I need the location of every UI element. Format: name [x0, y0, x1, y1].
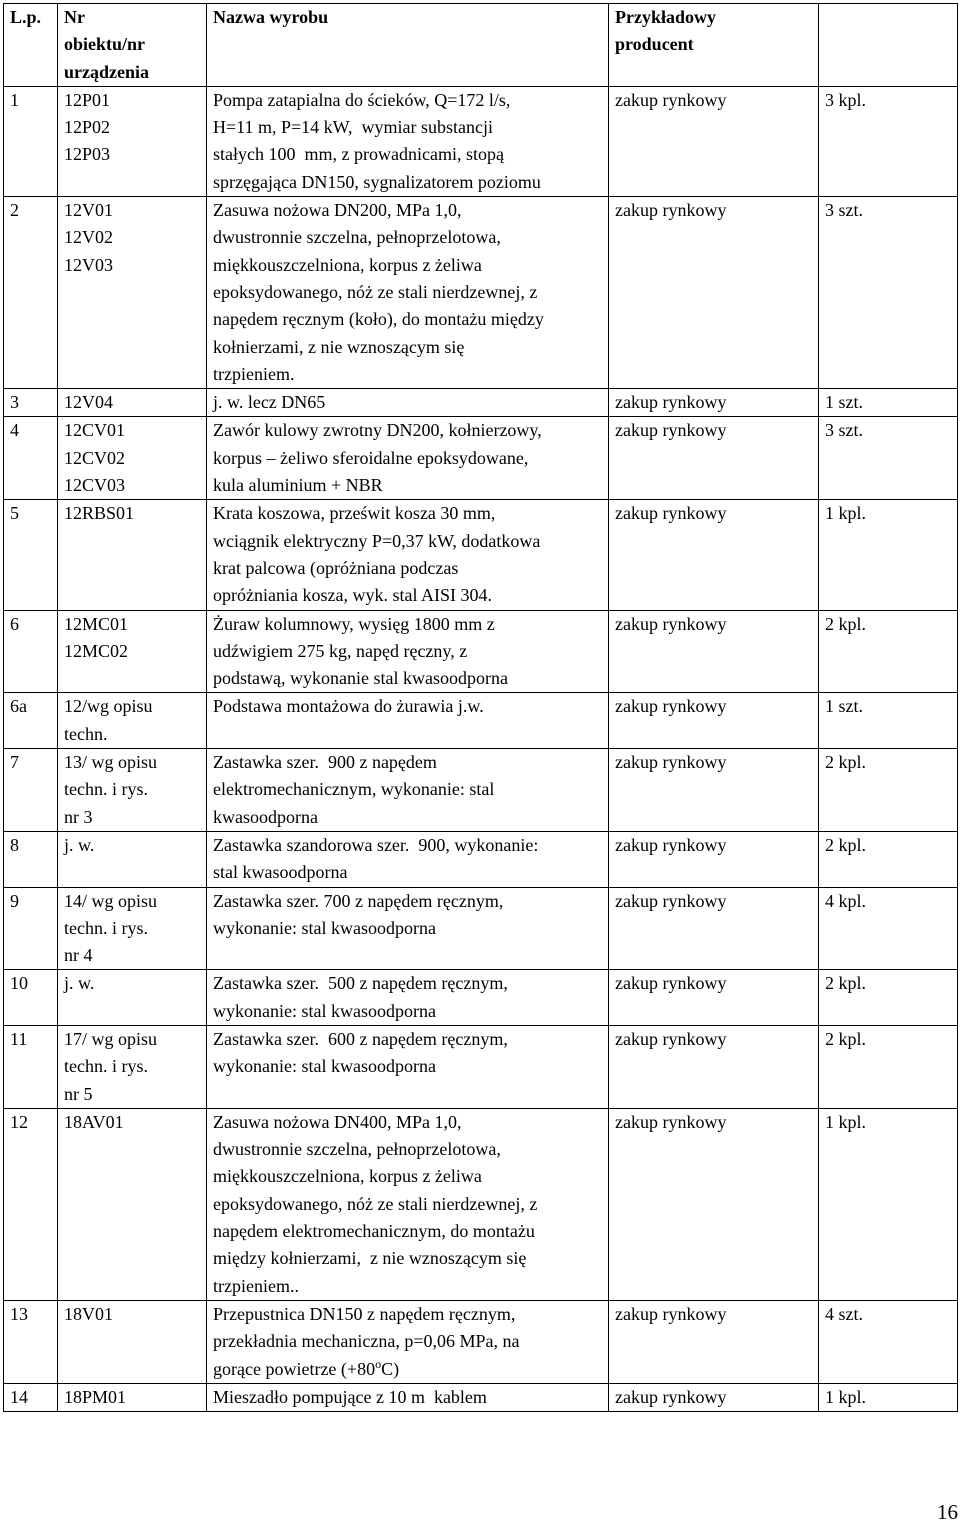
cell-line: Zastawka szandorowa szer. 900, wykonanie: [213, 834, 539, 855]
cell-line: kołnierzami, z nie wznoszącym się [213, 336, 465, 357]
cell-object-number [58, 1025, 207, 1108]
cell-line [213, 1356, 608, 1383]
cell-line: napędem elektromechanicznym, do montażu [213, 1221, 535, 1242]
cell-line: 13/ wg opisu [64, 752, 158, 773]
cell-line: przekładnia mechaniczna, p=0,06 MPa, na [213, 1331, 520, 1352]
cell-lp: 6 [4, 610, 58, 693]
cell-line: dwustronnie szczelna, pełnoprzelotowa, [213, 1139, 501, 1160]
cell-line: 12P03 [64, 144, 111, 165]
cell-quantity: 2 kpl. [819, 970, 958, 1026]
cell-producer: zakup rynkowy [609, 970, 819, 1026]
cell-line: epoksydowanego, nóż ze stali nierdzewnej, z [213, 281, 538, 302]
table-row [4, 417, 958, 500]
cell-lp: 4 [4, 417, 58, 500]
cell-line: 12V03 [64, 254, 113, 275]
cell-lp: 2 [4, 197, 58, 389]
cell-lp: 8 [4, 831, 58, 887]
cell-line: techn. i rys. [64, 779, 148, 800]
table-row [4, 86, 958, 196]
cell-line: 12P01 [64, 89, 111, 110]
cell-line: 12V01 [64, 200, 113, 221]
cell-line: nr 5 [64, 1083, 93, 1104]
cell-line: wykonanie: stal kwasoodporna [213, 1056, 436, 1077]
cell-producer: zakup rynkowy [609, 831, 819, 887]
header-lp: L.p. [4, 4, 58, 87]
cell-product-name [207, 693, 609, 749]
cell-lp: 14 [4, 1383, 58, 1411]
cell-line: nr 4 [64, 945, 93, 966]
cell-line: 17/ wg opisu [64, 1028, 158, 1049]
cell-line: kula aluminium + NBR [213, 475, 383, 496]
table-row [4, 500, 958, 610]
cell-line: dwustronnie szczelna, pełnoprzelotowa, [213, 227, 501, 248]
cell-line: podstawą, wykonanie stal kwasoodporna [213, 668, 508, 689]
cell-producer: zakup rynkowy [609, 1025, 819, 1108]
cell-line: miękkouszczelniona, korpus z żeliwa [213, 1166, 482, 1187]
cell-line: j. w. [64, 834, 95, 855]
cell-line: 12V02 [64, 227, 113, 248]
table-row [4, 1383, 958, 1411]
cell-quantity: 3 szt. [819, 417, 958, 500]
cell-quantity: 2 kpl. [819, 1025, 958, 1108]
header-line: Przykładowy [615, 7, 716, 27]
cell-object-number [58, 389, 207, 417]
cell-lp: 10 [4, 970, 58, 1026]
cell-line: Przepustnica DN150 z napędem ręcznym, [213, 1303, 516, 1324]
table-row [4, 1300, 958, 1383]
cell-quantity: 1 kpl. [819, 1108, 958, 1300]
cell-product-name [207, 887, 609, 970]
cell-quantity: 2 kpl. [819, 831, 958, 887]
cell-object-number [58, 86, 207, 196]
cell-quantity: 2 kpl. [819, 610, 958, 693]
cell-line: wciągnik elektryczny P=0,37 kW, dodatkowa [213, 530, 541, 551]
cell-line: elektromechanicznym, wykonanie: stal [213, 779, 495, 800]
cell-lp: 6a [4, 693, 58, 749]
cell-lp: 12 [4, 1108, 58, 1300]
cell-product-name [207, 749, 609, 832]
cell-line: 12P02 [64, 117, 111, 138]
cell-producer: zakup rynkowy [609, 86, 819, 196]
cell-line: techn. i rys. [64, 917, 148, 938]
table-row [4, 970, 958, 1026]
table-header-row [4, 4, 958, 87]
table-row [4, 749, 958, 832]
cell-producer: zakup rynkowy [609, 887, 819, 970]
cell-product-name [207, 197, 609, 389]
text-after-superscript: C) [381, 1358, 400, 1379]
cell-line: 12V04 [64, 392, 113, 413]
cell-object-number [58, 1300, 207, 1383]
cell-line: 12CV03 [64, 475, 126, 496]
header-line: obiektu/nr [64, 34, 146, 55]
cell-line: 12/wg opisu [64, 696, 153, 717]
cell-object-number [58, 887, 207, 970]
table-row [4, 831, 958, 887]
cell-producer: zakup rynkowy [609, 1383, 819, 1411]
table-row [4, 197, 958, 389]
cell-lp: 13 [4, 1300, 58, 1383]
cell-line: trzpieniem. [213, 363, 295, 384]
cell-producer: zakup rynkowy [609, 1300, 819, 1383]
cell-line: napędem ręcznym (koło), do montażu między [213, 309, 544, 330]
cell-producer: zakup rynkowy [609, 1108, 819, 1300]
cell-object-number [58, 693, 207, 749]
cell-quantity: 1 kpl. [819, 1383, 958, 1411]
cell-line: techn. [64, 723, 108, 744]
cell-product-name [207, 1383, 609, 1411]
cell-lp: 1 [4, 86, 58, 196]
header-producer [609, 4, 819, 87]
cell-line: 18AV01 [64, 1111, 124, 1132]
cell-line: j. w. lecz DN65 [213, 392, 326, 413]
table-row [4, 1108, 958, 1300]
cell-line: H=11 m, P=14 kW, wymiar substancji [213, 117, 493, 138]
text-before-superscript: gorące powietrze (+80 [213, 1358, 376, 1379]
cell-line: miękkouszczelniona, korpus z żeliwa [213, 254, 482, 275]
cell-product-name [207, 1025, 609, 1108]
cell-quantity: 3 szt. [819, 197, 958, 389]
cell-product-name [207, 831, 609, 887]
cell-line: techn. i rys. [64, 1056, 148, 1077]
cell-product-name [207, 500, 609, 610]
cell-line: Zastawka szer. 900 z napędem [213, 752, 437, 773]
cell-line: kwasoodporna [213, 806, 318, 827]
cell-object-number [58, 417, 207, 500]
table-row [4, 610, 958, 693]
cell-producer: zakup rynkowy [609, 749, 819, 832]
cell-object-number [58, 197, 207, 389]
table-row [4, 389, 958, 417]
cell-line: wykonanie: stal kwasoodporna [213, 1000, 436, 1021]
cell-producer: zakup rynkowy [609, 693, 819, 749]
cell-line: sprzęgająca DN150, sygnalizatorem poziomu [213, 171, 541, 192]
specification-table [3, 3, 958, 1412]
header-line: Nr [64, 7, 85, 27]
cell-line: Żuraw kolumnowy, wysięg 1800 mm z [213, 613, 495, 634]
header-object-number [58, 4, 207, 87]
cell-producer: zakup rynkowy [609, 417, 819, 500]
cell-line: 12CV01 [64, 420, 126, 441]
cell-producer: zakup rynkowy [609, 389, 819, 417]
cell-line: Pompa zatapialna do ścieków, Q=172 l/s, [213, 89, 511, 110]
cell-object-number [58, 500, 207, 610]
cell-quantity: 1 kpl. [819, 500, 958, 610]
cell-line: 12CV02 [64, 447, 126, 468]
header-product-name: Nazwa wyrobu [207, 4, 609, 87]
cell-line: stal kwasoodporna [213, 862, 348, 883]
header-line: urządzenia [64, 61, 149, 82]
cell-quantity: 3 kpl. [819, 86, 958, 196]
cell-lp: 3 [4, 389, 58, 417]
cell-line: 12MC01 [64, 613, 129, 634]
cell-line: Krata koszowa, prześwit kosza 30 mm, [213, 503, 496, 524]
cell-producer: zakup rynkowy [609, 610, 819, 693]
cell-line: Zastawka szer. 600 z napędem ręcznym, [213, 1028, 508, 1049]
cell-product-name [207, 86, 609, 196]
cell-quantity: 1 szt. [819, 389, 958, 417]
cell-line: opróżniania kosza, wyk. stal AISI 304. [213, 585, 492, 606]
cell-quantity: 4 szt. [819, 1300, 958, 1383]
cell-object-number [58, 749, 207, 832]
cell-producer: zakup rynkowy [609, 500, 819, 610]
cell-object-number [58, 1383, 207, 1411]
cell-quantity: 4 kpl. [819, 887, 958, 970]
table-row [4, 887, 958, 970]
cell-lp: 5 [4, 500, 58, 610]
cell-line: krat palcowa (opróżniana podczas [213, 557, 459, 578]
cell-line: korpus – żeliwo sferoidalne epoksydowane, [213, 447, 529, 468]
header-quantity [819, 4, 958, 87]
cell-line: Zastawka szer. 700 z napędem ręcznym, [213, 890, 504, 911]
cell-line: wykonanie: stal kwasoodporna [213, 917, 436, 938]
cell-line: Zasuwa nożowa DN400, MPa 1,0, [213, 1111, 462, 1132]
table-row [4, 1025, 958, 1108]
cell-line: j. w. [64, 973, 95, 994]
cell-line: stałych 100 mm, z prowadnicami, stopą [213, 144, 504, 165]
cell-producer: zakup rynkowy [609, 197, 819, 389]
cell-line: Zastawka szer. 500 z napędem ręcznym, [213, 973, 508, 994]
header-line: producent [615, 34, 694, 55]
cell-line: 18PM01 [64, 1386, 127, 1407]
cell-product-name [207, 970, 609, 1026]
cell-lp: 11 [4, 1025, 58, 1108]
cell-object-number [58, 970, 207, 1026]
cell-product-name [207, 389, 609, 417]
cell-object-number [58, 831, 207, 887]
cell-line: Mieszadło pompujące z 10 m kablem [213, 1386, 487, 1407]
table-row [4, 693, 958, 749]
cell-line: udźwigiem 275 kg, napęd ręczny, z [213, 640, 468, 661]
cell-lp: 9 [4, 887, 58, 970]
cell-line: Zasuwa nożowa DN200, MPa 1,0, [213, 200, 462, 221]
cell-line: Podstawa montażowa do żurawia j.w. [213, 696, 484, 717]
cell-product-name [207, 417, 609, 500]
table-body [4, 86, 958, 1411]
cell-object-number [58, 1108, 207, 1300]
cell-quantity: 1 szt. [819, 693, 958, 749]
cell-line: 14/ wg opisu [64, 890, 158, 911]
cell-product-name [207, 1300, 609, 1383]
cell-line: Zawór kulowy zwrotny DN200, kołnierzowy, [213, 420, 542, 441]
cell-line: epoksydowanego, nóż ze stali nierdzewnej, z [213, 1193, 538, 1214]
cell-product-name [207, 610, 609, 693]
degree-superscript: o [375, 1356, 382, 1371]
cell-product-name [207, 1108, 609, 1300]
page-number: 16 [937, 1500, 958, 1524]
cell-line: trzpieniem.. [213, 1275, 299, 1296]
cell-line: 12RBS01 [64, 503, 135, 524]
cell-line: 12MC02 [64, 640, 129, 661]
cell-object-number [58, 610, 207, 693]
cell-line: nr 3 [64, 806, 93, 827]
cell-quantity: 2 kpl. [819, 749, 958, 832]
cell-lp: 7 [4, 749, 58, 832]
cell-line: między kołnierzami, z nie wznoszącym się [213, 1248, 527, 1269]
cell-line: 18V01 [64, 1303, 113, 1324]
